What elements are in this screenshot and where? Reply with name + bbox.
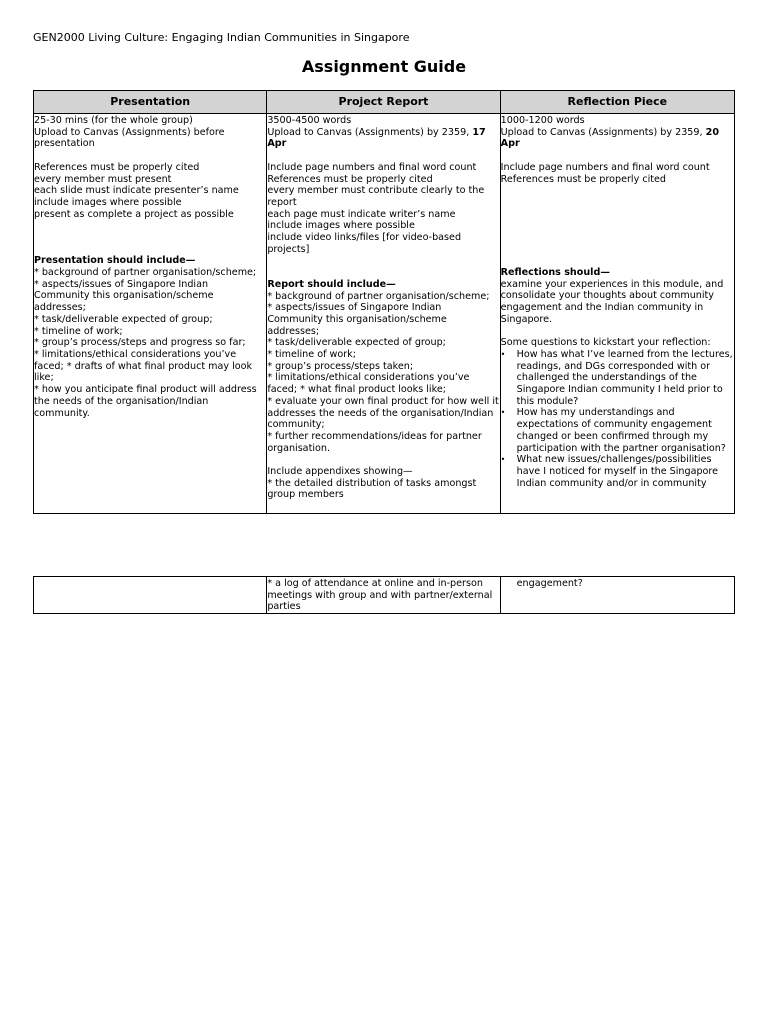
presentation-upload: Upload to Canvas (Assignments) before presentation [34, 126, 228, 150]
page-title: Assignment Guide [301, 57, 467, 76]
header-row [34, 91, 735, 114]
report-rule: every member must contribute clearly to the report [267, 185, 488, 208]
presentation-include-heading: Presentation should include— [34, 255, 196, 267]
report-include-item: * group’s process/steps taken; [267, 360, 414, 372]
reflection-due-date: 20 Apr [500, 126, 723, 150]
report-include-item: * evaluate your own final product for how well it addresses the needs of the organisation/Indian community; [267, 395, 502, 431]
presentation-cell [34, 114, 267, 514]
report-rule: include video links/files [for video-based projects] [267, 232, 465, 255]
report-include-heading: Report should include— [267, 278, 396, 290]
report-include-item: * task/deliverable expected of group; [267, 337, 446, 349]
presentation-include-item: * aspects/issues of Singapore Indian Community this organisation/scheme addresses; [34, 278, 217, 314]
presentation-cell-continued [34, 577, 267, 614]
header-presentation: Presentation [34, 91, 267, 114]
reflection-upload: Upload to Canvas (Assignments) by 2359, 20 Apr [500, 126, 723, 150]
report-include-item: * background of partner organisation/scheme; [267, 290, 490, 302]
reflection-should-heading: Reflections should— [500, 267, 610, 279]
presentation-include-item: * group’s process/steps and progress so far; [34, 337, 246, 349]
presentation-duration: 25-30 mins (for the whole group) [34, 115, 193, 126]
report-due-date: 17 Apr [267, 126, 490, 150]
presentation-include-item: * task/deliverable expected of group; [34, 313, 213, 325]
presentation-rule: every member must present [34, 173, 172, 185]
reflection-question: • What new issues/challenges/possibilities have I noticed for myself in the Singapore Indian community and/or in community [517, 454, 734, 489]
report-include-item: * further recommendations/ideas for partner organisation. [267, 430, 485, 454]
report-appendix-item: * the detailed distribution of tasks amongst group members [267, 477, 480, 501]
report-rule: Include page numbers and final word count [267, 161, 477, 173]
reflection-question: • How has what I’ve learned from the lectures, readings, and DGs corresponded with or challenged the understandings of the Singapore Indian community I held prior to this module? [517, 349, 734, 408]
presentation-include-item: * limitations/ethical considerations you’ve faced; * drafts of what final product may look like; [34, 349, 256, 384]
presentation-rule: include images where possible [34, 196, 182, 208]
project-report-cell-continued [267, 577, 500, 614]
report-rule: include images where possible [267, 220, 415, 232]
course-title: GEN2000 Living Culture: Engaging Indian Communities in Singapore [33, 31, 410, 44]
reflection-word-count: 1000-1200 words [500, 115, 585, 126]
header-project-report: Project Report [267, 91, 500, 114]
reflection-questions-intro: Some questions to kickstart your reflection: [500, 337, 711, 349]
assignment-table [33, 90, 735, 514]
reflection-piece-cell-continued [500, 577, 734, 614]
presentation-include-item: * timeline of work; [34, 325, 123, 337]
content-row [34, 114, 735, 514]
assignment-table-continued [33, 576, 735, 614]
header-reflection-piece: Reflection Piece [500, 91, 734, 114]
report-word-count: 3500-4500 words [267, 115, 352, 126]
presentation-include-item: * how you anticipate final product will address the needs of the organisation/Indian community. [34, 384, 260, 419]
presentation-rule: present as complete a project as possible [34, 208, 234, 220]
report-upload: Upload to Canvas (Assignments) by 2359, 17 Apr [267, 126, 490, 150]
presentation-rule: each slide must indicate presenter’s name [34, 185, 239, 197]
reflection-questions-list [501, 349, 734, 489]
reflection-should-item: consolidate your thoughts about community engagement and the Indian community in Singapore. [500, 290, 718, 325]
report-include-item: * timeline of work; [267, 349, 356, 361]
report-appendix-item: * a log of attendance at online and in-person meetings with group and with partner/external parties [267, 578, 496, 613]
presentation-include-item: * background of partner organisation/scheme; [34, 267, 257, 279]
reflection-rule: References must be properly cited [500, 173, 667, 185]
report-rule: each page must indicate writer’s name [267, 208, 456, 220]
reflection-question-continued: engagement? [516, 578, 583, 589]
report-appendix-heading: Include appendixes showing— [267, 466, 413, 478]
report-include-item: * aspects/issues of Singapore Indian Community this organisation/scheme addresses; [267, 302, 450, 337]
project-report-cell [267, 114, 500, 514]
continued-row [34, 577, 735, 614]
reflection-rule: Include page numbers and final word count [500, 161, 710, 173]
presentation-rule: References must be properly cited [34, 161, 200, 173]
reflection-should-item: examine your experiences in this module, and [500, 278, 724, 290]
reflection-piece-cell [500, 114, 734, 514]
report-rule: References must be properly cited [267, 173, 433, 185]
reflection-question: • How has my understandings and expectations of community engagement changed or been confirmed through my participation with the partner organisation? [517, 407, 734, 454]
report-include-item: * limitations/ethical considerations you’ve faced; * what final product looks like; [267, 372, 473, 396]
